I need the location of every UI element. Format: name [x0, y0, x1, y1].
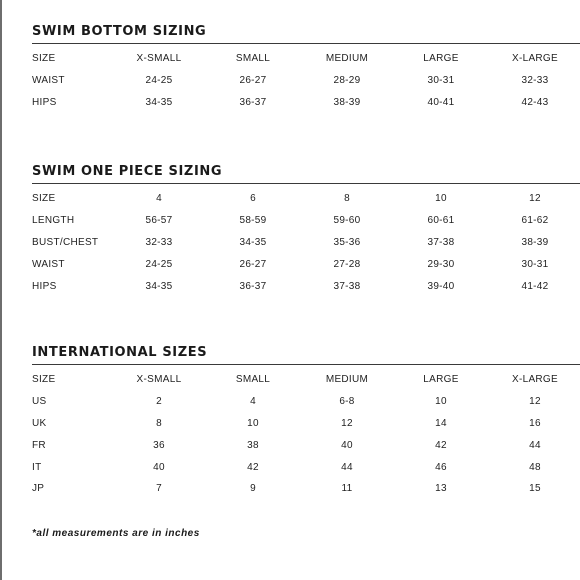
size-value: LARGE: [423, 374, 459, 386]
size-value: 42: [247, 461, 259, 473]
row-label: SIZE: [32, 193, 56, 205]
size-value: SMALL: [235, 53, 271, 65]
size-value: 6: [250, 193, 256, 205]
row-label: LENGTH: [32, 215, 75, 227]
size-value: 16: [529, 417, 541, 429]
international-sizes-section: [32, 345, 580, 500]
row-label: WAIST: [32, 75, 65, 87]
size-value: 39-40: [427, 280, 455, 292]
swim-one-piece-title: SWIM ONE PIECE SIZING: [32, 164, 223, 179]
size-value: 10: [247, 417, 259, 429]
table-row: [32, 70, 580, 92]
row-label: HIPS: [32, 96, 57, 108]
size-value: 42-43: [521, 96, 549, 108]
size-value: 28-29: [333, 75, 361, 87]
row-label: JP: [32, 483, 45, 495]
size-value: 36: [153, 439, 165, 451]
size-value: X-SMALL: [136, 53, 182, 65]
table-row: [32, 232, 580, 254]
row-label: FR: [32, 439, 46, 451]
size-value: 9: [250, 483, 256, 495]
row-label: WAIST: [32, 258, 65, 270]
size-value: 10: [435, 396, 447, 408]
title-divider: [32, 183, 580, 184]
size-value: 14: [435, 417, 447, 429]
size-value: 40: [153, 461, 165, 473]
size-value: MEDIUM: [325, 53, 369, 65]
size-value: X-SMALL: [136, 374, 182, 386]
size-value: 37-38: [427, 236, 455, 248]
size-value: 29-30: [427, 258, 455, 270]
size-value: 40-41: [427, 96, 455, 108]
table-row: [32, 275, 580, 297]
table-row: [32, 413, 580, 435]
size-value: 44: [529, 439, 541, 451]
size-value: 40: [341, 439, 353, 451]
table-row: [32, 92, 580, 114]
size-value: 4: [156, 193, 162, 205]
size-value: 42: [435, 439, 447, 451]
size-value: 36-37: [239, 280, 267, 292]
size-value: 32-33: [521, 75, 549, 87]
size-value: 34-35: [239, 236, 267, 248]
size-value: 24-25: [145, 258, 173, 270]
header-row: [32, 369, 580, 391]
table-row: [32, 434, 580, 456]
row-label: SIZE: [32, 53, 56, 65]
size-value: 46: [435, 461, 447, 473]
size-value: 41-42: [521, 280, 549, 292]
size-value: 12: [341, 417, 353, 429]
size-value: 10: [435, 193, 447, 205]
size-value: 30-31: [521, 258, 549, 270]
size-value: 59-60: [333, 215, 361, 227]
swim-bottom-table: [32, 48, 580, 113]
swim-bottom-section: [32, 24, 580, 113]
size-value: 48: [529, 461, 541, 473]
size-value: 38-39: [521, 236, 549, 248]
title-divider: [32, 43, 580, 44]
international-sizes-table: [32, 369, 580, 500]
size-value: 26-27: [239, 75, 267, 87]
size-value: 44: [341, 461, 353, 473]
table-row: [32, 456, 580, 478]
measurement-footnote: *all measurements are in inches: [32, 528, 200, 539]
table-row: [32, 210, 580, 232]
table-row: [32, 478, 580, 500]
international-sizes-title: INTERNATIONAL SIZES: [32, 345, 208, 360]
size-value: X-LARGE: [511, 53, 558, 65]
size-value: 61-62: [521, 215, 549, 227]
header-row: [32, 188, 580, 210]
size-value: 32-33: [145, 236, 173, 248]
size-value: 27-28: [333, 258, 361, 270]
size-value: 37-38: [333, 280, 361, 292]
table-row: [32, 253, 580, 275]
table-row: [32, 391, 580, 413]
size-value: 38-39: [333, 96, 361, 108]
row-label: HIPS: [32, 280, 57, 292]
size-value: MEDIUM: [325, 374, 369, 386]
size-value: 56-57: [145, 215, 173, 227]
swim-bottom-title: SWIM BOTTOM SIZING: [32, 24, 207, 39]
size-value: 38: [247, 439, 259, 451]
header-row: [32, 48, 580, 70]
size-value: 58-59: [239, 215, 267, 227]
size-value: 35-36: [333, 236, 361, 248]
size-value: 8: [156, 417, 162, 429]
size-value: 60-61: [427, 215, 455, 227]
size-value: 4: [250, 396, 256, 408]
size-value: LARGE: [423, 53, 459, 65]
size-value: X-LARGE: [511, 374, 558, 386]
size-value: 8: [344, 193, 350, 205]
row-label: SIZE: [32, 374, 56, 386]
title-divider: [32, 364, 580, 365]
row-label: BUST/CHEST: [32, 236, 99, 248]
size-value: 34-35: [145, 280, 173, 292]
swim-one-piece-table: [32, 188, 580, 297]
size-value: 24-25: [145, 75, 173, 87]
size-value: 2: [156, 396, 162, 408]
row-label: US: [32, 396, 47, 408]
size-value: 15: [529, 483, 541, 495]
size-value: 26-27: [239, 258, 267, 270]
size-value: 13: [435, 483, 447, 495]
row-label: UK: [32, 417, 47, 429]
size-value: 11: [341, 483, 353, 495]
swim-one-piece-section: [32, 164, 580, 297]
size-value: 36-37: [239, 96, 267, 108]
size-value: 12: [529, 193, 541, 205]
size-value: 6-8: [339, 396, 355, 408]
size-value: 34-35: [145, 96, 173, 108]
size-value: 7: [156, 483, 162, 495]
size-value: 30-31: [427, 75, 455, 87]
row-label: IT: [32, 461, 42, 473]
size-value: 12: [529, 396, 541, 408]
size-value: SMALL: [235, 374, 271, 386]
